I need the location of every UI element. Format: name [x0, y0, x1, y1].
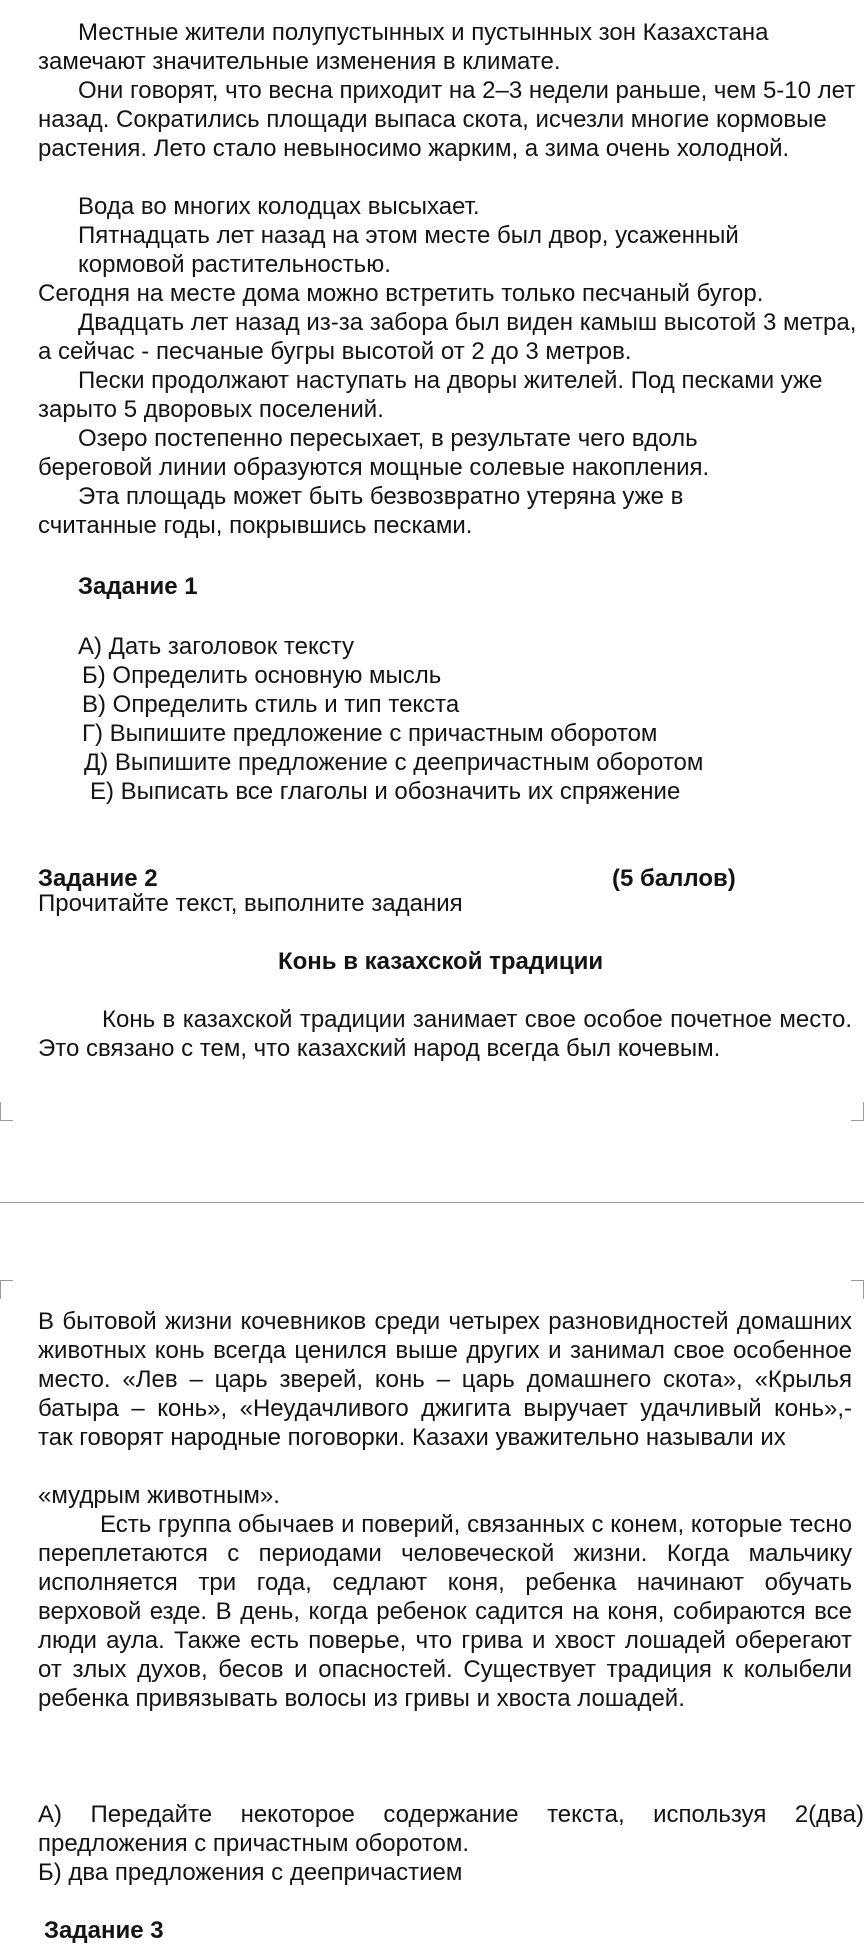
question-a: А) Передайте некоторое содержание текста, используя 2(два) предложения с причастным оборотом. — [38, 1801, 864, 1857]
page-corner-marker — [851, 1102, 864, 1121]
paragraph-intro: Местные жители полупустынных и пустынных зон Казахстана замечают значительные изменения в климате. — [38, 19, 769, 75]
text-title: Конь в казахской традиции — [278, 948, 604, 975]
paragraph-nomad-life: В бытовой жизни кочевников среди четырех разновидностей домашних животных конь всегда ценился выше других и занимал свое особенное место. «Лев – царь зверей, конь – царь домашнего скота», «Крылья батыра – конь», «Неудачливого джигита выручает удачливый конь»,- так говорят народные поговорки. Казахи уважительно называли их — [38, 1308, 852, 1451]
task1-item: В) Определить стиль и тип текста — [82, 691, 460, 718]
task1-list — [78, 632, 703, 806]
task1-title: Задание 1 — [78, 573, 198, 600]
task3-title: Задание 3 — [44, 1917, 164, 1944]
task2-title: Задание 2 — [38, 865, 158, 892]
page-corner-marker — [0, 1102, 13, 1121]
paragraph-reeds: Двадцать лет назад из-за забора был виден камыш высотой 3 метра, а сейчас - песчаные бугры высотой от 2 до 3 метров. — [38, 309, 857, 365]
page-corner-marker — [851, 1280, 864, 1299]
task1-item: Е) Выписать все глаголы и обозначить их спряжение — [90, 778, 681, 805]
paragraph-horse-intro: Конь в казахской традиции занимает свое особое почетное место. Это связано с тем, что казахский народ всегда был кочевым. — [38, 1006, 852, 1062]
question-b: Б) два предложения с деепричастием — [38, 1859, 463, 1886]
paragraph-area-lost: Эта площадь может быть безвозвратно утеряна уже в считанные годы, покрывшись песками. — [38, 483, 684, 539]
paragraph-sand-hill: Сегодня на месте дома можно встретить только песчаный бугор. — [38, 280, 764, 307]
task1-item: Д) Выпишите предложение с деепричастным оборотом — [84, 749, 704, 776]
paragraph-wise-animal: «мудрым животным». — [38, 1482, 280, 1509]
paragraph-customs: Есть группа обычаев и поверий, связанных с конем, которые тесно переплетаются с периодами человеческой жизни. Когда мальчику исполняется три года, седлают коня, ребенка начинают обучать верховой езде. В день, когда ребенок садится на коня, собираются все люди аула. Также есть поверье, что грива и хвост лошадей оберегают от злых духов, бесов и опасностей. Существует традиция к колыбели ребенка привязывать волосы из гривы и хвоста лошадей. — [38, 1511, 852, 1712]
paragraph-lake: Озеро постепенно пересыхает, в результате чего вдоль береговой линии образуются мощные солевые накопления. — [38, 425, 710, 481]
task1-item: Б) Определить основную мысль — [82, 662, 442, 689]
task2-instruction: Прочитайте текст, выполните задания — [38, 890, 463, 917]
paragraph-wells: Вода во многих колодцах высыхает. — [78, 193, 480, 220]
page-corner-marker — [0, 1280, 13, 1299]
paragraph-yard: Пятнадцать лет назад на этом месте был двор, усаженный кормовой растительностью. — [78, 222, 739, 278]
task1-item: А) Дать заголовок тексту — [78, 633, 355, 660]
paragraph-spring: Они говорят, что весна приходит на 2–3 недели раньше, чем 5-10 лет назад. Сократились площади выпаса скота, исчезли многие кормовые растения. Лето стало невыносимо жарким, а зима очень холодной. — [38, 77, 856, 162]
page-divider — [0, 1202, 864, 1203]
paragraph-sands: Пески продолжают наступать на дворы жителей. Под песками уже зарыто 5 дворовых поселений. — [38, 367, 823, 423]
task2-points: (5 баллов) — [612, 865, 736, 892]
task1-item: Г) Выпишите предложение с причастным оборотом — [82, 720, 658, 747]
